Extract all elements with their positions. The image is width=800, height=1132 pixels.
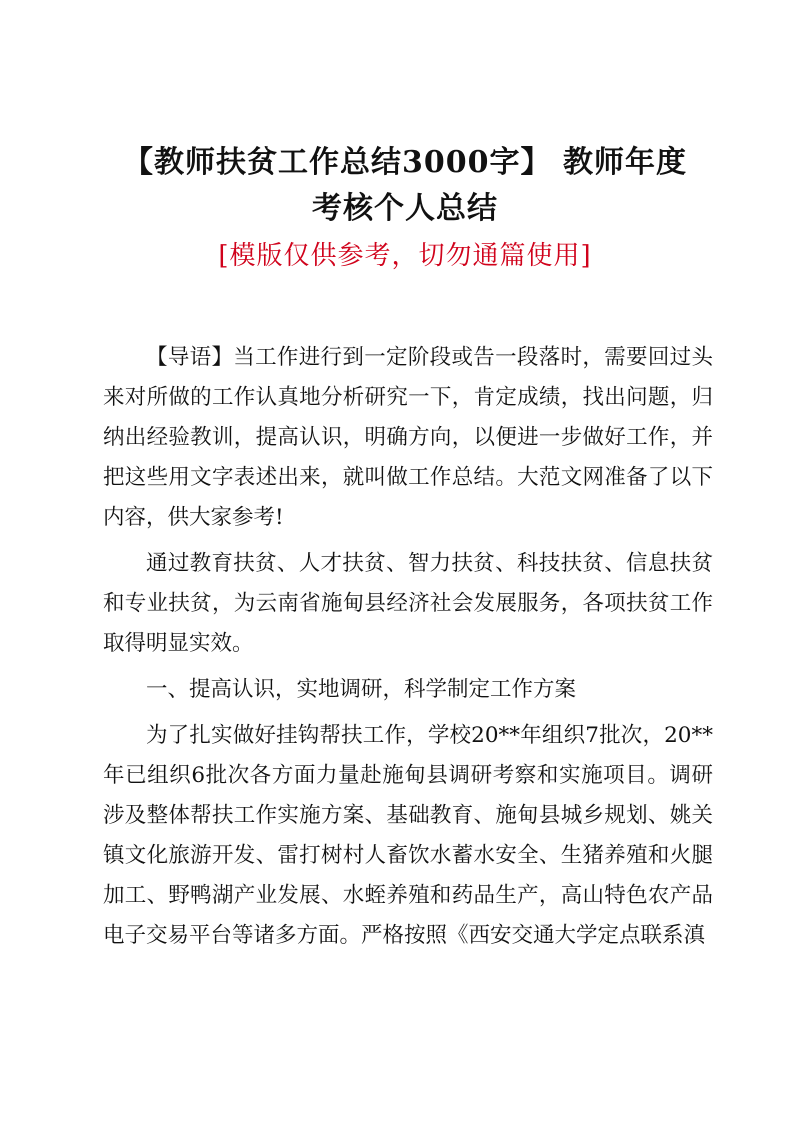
paragraph-intro: 【导语】当工作进行到一定阶段或告一段落时，需要回过头来对所做的工作认真地分析研究一下，肯定成绩，找出问题，归纳出经验教训，提高认识，明确方向，以便进一步做好工作，并把这些用文字表述出来，就叫做工作总结。大范文网准备了以下内容，供大家参考!	[103, 345, 713, 530]
document-body	[103, 338, 713, 962]
paragraph-research: 为了扎实做好挂钩帮扶工作，学校20**年组织7批次，20**年已组织6批次各方面力量赴施甸县调研考察和实施项目。调研涉及整体帮扶工作实施方案、基础教育、施甸县城乡规划、姚关镇文化旅游开发、雷打树村人畜饮水蓄水安全、生猪养殖和火腿加工、野鸭湖产业发展、水蛭养殖和药品生产，高山特色农产品电子交易平台等诸多方面。严格按照《西安交通大学定点联系滇	[103, 723, 713, 948]
paragraph-summary: 通过教育扶贫、人才扶贫、智力扶贫、科技扶贫、信息扶贫和专业扶贫，为云南省施甸县经济社会发展服务，各项扶贫工作取得明显实效。	[103, 551, 713, 656]
document-subtitle: [模版仅供参考，切勿通篇使用]	[218, 241, 592, 271]
section-heading: 一、提高认识，实地调研，科学制定工作方案	[146, 677, 577, 702]
document-title: 【教师扶贫工作总结3000字】 教师年度考核个人总结	[123, 145, 687, 226]
